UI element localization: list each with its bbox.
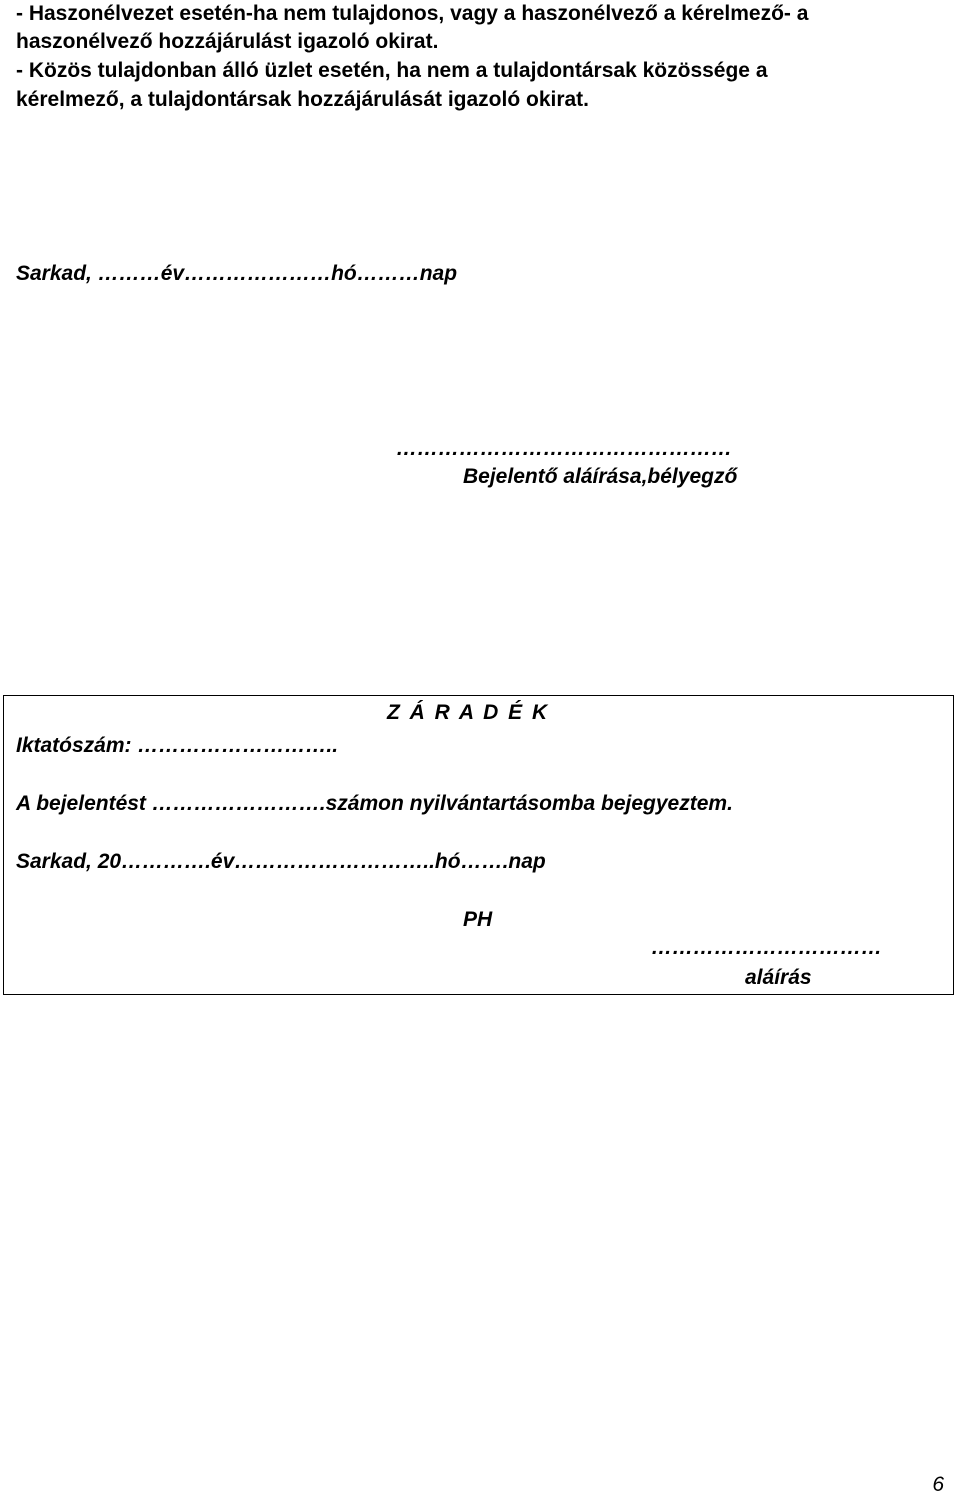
zaradek-title: Z Á R A D É K bbox=[387, 701, 550, 724]
paragraph-line-4: kérelmező, a tulajdontársak hozzájárulását igazoló okirat. bbox=[16, 88, 590, 111]
zaradek-signature-label: aláírás bbox=[745, 966, 812, 989]
paragraph-line-3: - Közös tulajdonban álló üzlet esetén, ha nem a tulajdontársak közössége a bbox=[16, 59, 768, 82]
signature-dots: ………………………………………… bbox=[396, 437, 732, 460]
zaradek-signature-dots: …………………………… bbox=[651, 936, 882, 959]
paragraph-line-1: - Haszonélvezet esetén-ha nem tulajdonos, vagy a haszonélvező a kérelmező- a bbox=[16, 2, 809, 25]
bejelentes-line: A bejelentést …………………….számon nyilvántartásomba bejegyeztem. bbox=[16, 792, 733, 815]
zaradek-date-line: Sarkad, 20………….év………………………..hó…….nap bbox=[16, 850, 546, 873]
date-line: Sarkad, ………év…………………hó………nap bbox=[16, 262, 458, 285]
ph-label: PH bbox=[463, 908, 493, 931]
iktatoszam-line: Iktatószám: ……………………….. bbox=[16, 734, 339, 757]
page-number: 6 bbox=[932, 1473, 944, 1496]
paragraph-line-2: haszonélvező hozzájárulást igazoló okirat. bbox=[16, 30, 439, 53]
zaradek-box bbox=[3, 695, 954, 995]
signature-label: Bejelentő aláírása,bélyegző bbox=[463, 465, 738, 488]
